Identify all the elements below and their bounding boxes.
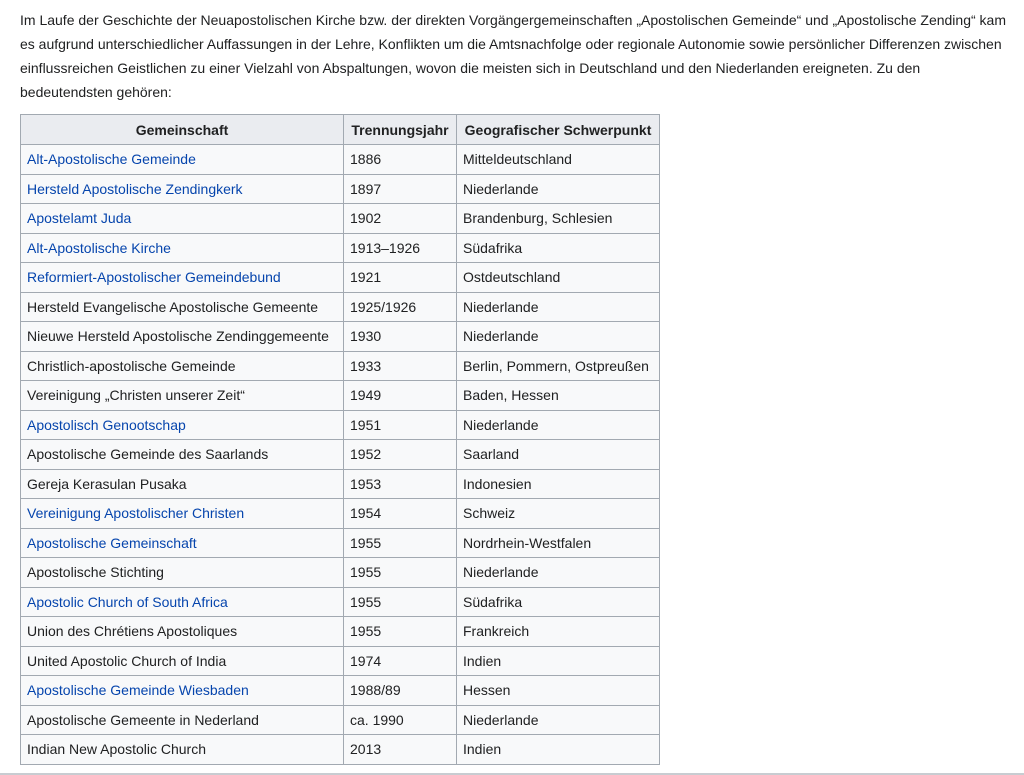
cell-schwerpunkt: Niederlande xyxy=(457,174,660,204)
cell-trennungsjahr: 1913–1926 xyxy=(344,233,457,263)
table-row xyxy=(21,263,660,293)
table-row xyxy=(21,145,660,175)
header-schwerpunkt[interactable]: Geografischer Schwerpunkt xyxy=(457,115,660,145)
table-row xyxy=(21,469,660,499)
table-row xyxy=(21,587,660,617)
gemeinschaft-link[interactable]: Alt-Apostolische Gemeinde xyxy=(27,151,196,168)
cell-trennungsjahr: 1955 xyxy=(344,617,457,647)
cell-trennungsjahr: 1902 xyxy=(344,204,457,234)
cell-schwerpunkt: Niederlande xyxy=(457,322,660,352)
table-row xyxy=(21,204,660,234)
cell-gemeinschaft: Apostolische Gemeente in Nederland xyxy=(21,705,344,735)
gemeinschaft-link[interactable]: Reformiert-Apostolischer Gemeindebund xyxy=(27,269,281,286)
cell-gemeinschaft: Gereja Kerasulan Pusaka xyxy=(21,469,344,499)
cell-schwerpunkt: Frankreich xyxy=(457,617,660,647)
table-row xyxy=(21,705,660,735)
cell-gemeinschaft: Apostolische Stichting xyxy=(21,558,344,588)
cell-gemeinschaft xyxy=(21,204,344,234)
cell-gemeinschaft xyxy=(21,174,344,204)
table-row xyxy=(21,646,660,676)
cell-schwerpunkt: Brandenburg, Schlesien xyxy=(457,204,660,234)
table-body xyxy=(21,145,660,765)
cell-trennungsjahr: 1953 xyxy=(344,469,457,499)
cell-gemeinschaft xyxy=(21,263,344,293)
table-row xyxy=(21,351,660,381)
cell-schwerpunkt: Hessen xyxy=(457,676,660,706)
intro-paragraph: Im Laufe der Geschichte der Neuapostolischen Kirche bzw. der direkten Vorgängergemeinschaften „Apostolischen Gemeinde“ und „Apostolische Zending“ kam es aufgrund unterschiedlicher Auffassungen in der Lehre, Konflikten um die Amtsnachfolge oder regionale Autonomie sowie persönlicher Differenzen zwischen einflussreichen Geistlichen zu einer Vielzahl von Abspaltungen, wovon die meisten sich in Deutschland und den Niederlanden ereigneten. Zu den bedeutendsten gehören: xyxy=(20,12,1006,100)
cell-gemeinschaft: Apostolische Gemeinde des Saarlands xyxy=(21,440,344,470)
gemeinschaft-link[interactable]: Alt-Apostolische Kirche xyxy=(27,239,171,256)
cell-trennungsjahr: 1954 xyxy=(344,499,457,529)
table-row xyxy=(21,381,660,411)
cell-trennungsjahr: 1933 xyxy=(344,351,457,381)
table-row xyxy=(21,174,660,204)
cell-schwerpunkt: Niederlande xyxy=(457,292,660,322)
cell-trennungsjahr: 1930 xyxy=(344,322,457,352)
gemeinschaft-link[interactable]: Hersteld Apostolische Zendingkerk xyxy=(27,180,243,197)
table-row xyxy=(21,558,660,588)
cell-schwerpunkt: Südafrika xyxy=(457,233,660,263)
cell-trennungsjahr: 1921 xyxy=(344,263,457,293)
header-gemeinschaft[interactable]: Gemeinschaft xyxy=(21,115,344,145)
cell-gemeinschaft xyxy=(21,587,344,617)
cell-schwerpunkt: Niederlande xyxy=(457,558,660,588)
cell-schwerpunkt: Mitteldeutschland xyxy=(457,145,660,175)
gemeinschaft-link[interactable]: Apostolic Church of South Africa xyxy=(27,593,228,610)
schisms-table xyxy=(20,114,660,765)
cell-trennungsjahr: 1951 xyxy=(344,410,457,440)
header-trennungsjahr[interactable]: Trennungsjahr xyxy=(344,115,457,145)
cell-trennungsjahr: 1955 xyxy=(344,587,457,617)
table-row xyxy=(21,617,660,647)
table-row xyxy=(21,440,660,470)
table-row xyxy=(21,233,660,263)
gemeinschaft-link[interactable]: Apostolische Gemeinschaft xyxy=(27,534,197,551)
cell-schwerpunkt: Saarland xyxy=(457,440,660,470)
gemeinschaft-link[interactable]: Apostolisch Genootschap xyxy=(27,416,186,433)
cell-gemeinschaft xyxy=(21,499,344,529)
cell-schwerpunkt: Ostdeutschland xyxy=(457,263,660,293)
table-row xyxy=(21,292,660,322)
cell-gemeinschaft: Union des Chrétiens Apostoliques xyxy=(21,617,344,647)
cell-trennungsjahr: 1897 xyxy=(344,174,457,204)
table-row xyxy=(21,735,660,765)
cell-schwerpunkt: Schweiz xyxy=(457,499,660,529)
cell-gemeinschaft: Indian New Apostolic Church xyxy=(21,735,344,765)
cell-schwerpunkt: Nordrhein-Westfalen xyxy=(457,528,660,558)
cell-schwerpunkt: Baden, Hessen xyxy=(457,381,660,411)
table-row xyxy=(21,528,660,558)
cell-gemeinschaft xyxy=(21,145,344,175)
table-header-row xyxy=(21,115,660,145)
cell-gemeinschaft: United Apostolic Church of India xyxy=(21,646,344,676)
gemeinschaft-link[interactable]: Apostelamt Juda xyxy=(27,210,132,227)
table-row xyxy=(21,499,660,529)
cell-trennungsjahr: 1955 xyxy=(344,528,457,558)
cell-gemeinschaft xyxy=(21,233,344,263)
cell-trennungsjahr: 1974 xyxy=(344,646,457,676)
cell-trennungsjahr: 1955 xyxy=(344,558,457,588)
cell-trennungsjahr: 2013 xyxy=(344,735,457,765)
cell-trennungsjahr: 1988/89 xyxy=(344,676,457,706)
cell-schwerpunkt: Niederlande xyxy=(457,410,660,440)
cell-gemeinschaft xyxy=(21,528,344,558)
cell-gemeinschaft: Nieuwe Hersteld Apostolische Zendinggemeente xyxy=(21,322,344,352)
cell-schwerpunkt: Berlin, Pommern, Ostpreußen xyxy=(457,351,660,381)
cell-schwerpunkt: Indien xyxy=(457,646,660,676)
cell-trennungsjahr: 1952 xyxy=(344,440,457,470)
cell-trennungsjahr: 1949 xyxy=(344,381,457,411)
table-row xyxy=(21,322,660,352)
cell-trennungsjahr: 1886 xyxy=(344,145,457,175)
cell-schwerpunkt: Indien xyxy=(457,735,660,765)
cell-schwerpunkt: Indonesien xyxy=(457,469,660,499)
cell-gemeinschaft xyxy=(21,676,344,706)
gemeinschaft-link[interactable]: Apostolische Gemeinde Wiesbaden xyxy=(27,682,249,699)
cell-schwerpunkt: Südafrika xyxy=(457,587,660,617)
table-row xyxy=(21,410,660,440)
cell-gemeinschaft xyxy=(21,410,344,440)
gemeinschaft-link[interactable]: Vereinigung Apostolischer Christen xyxy=(27,505,245,522)
cell-schwerpunkt: Niederlande xyxy=(457,705,660,735)
table-row xyxy=(21,676,660,706)
article-content xyxy=(20,8,1010,765)
cell-gemeinschaft: Hersteld Evangelische Apostolische Gemeente xyxy=(21,292,344,322)
cell-trennungsjahr: ca. 1990 xyxy=(344,705,457,735)
cell-gemeinschaft: Christlich-apostolische Gemeinde xyxy=(21,351,344,381)
cell-trennungsjahr: 1925/1926 xyxy=(344,292,457,322)
cell-gemeinschaft: Vereinigung „Christen unserer Zeit“ xyxy=(21,381,344,411)
